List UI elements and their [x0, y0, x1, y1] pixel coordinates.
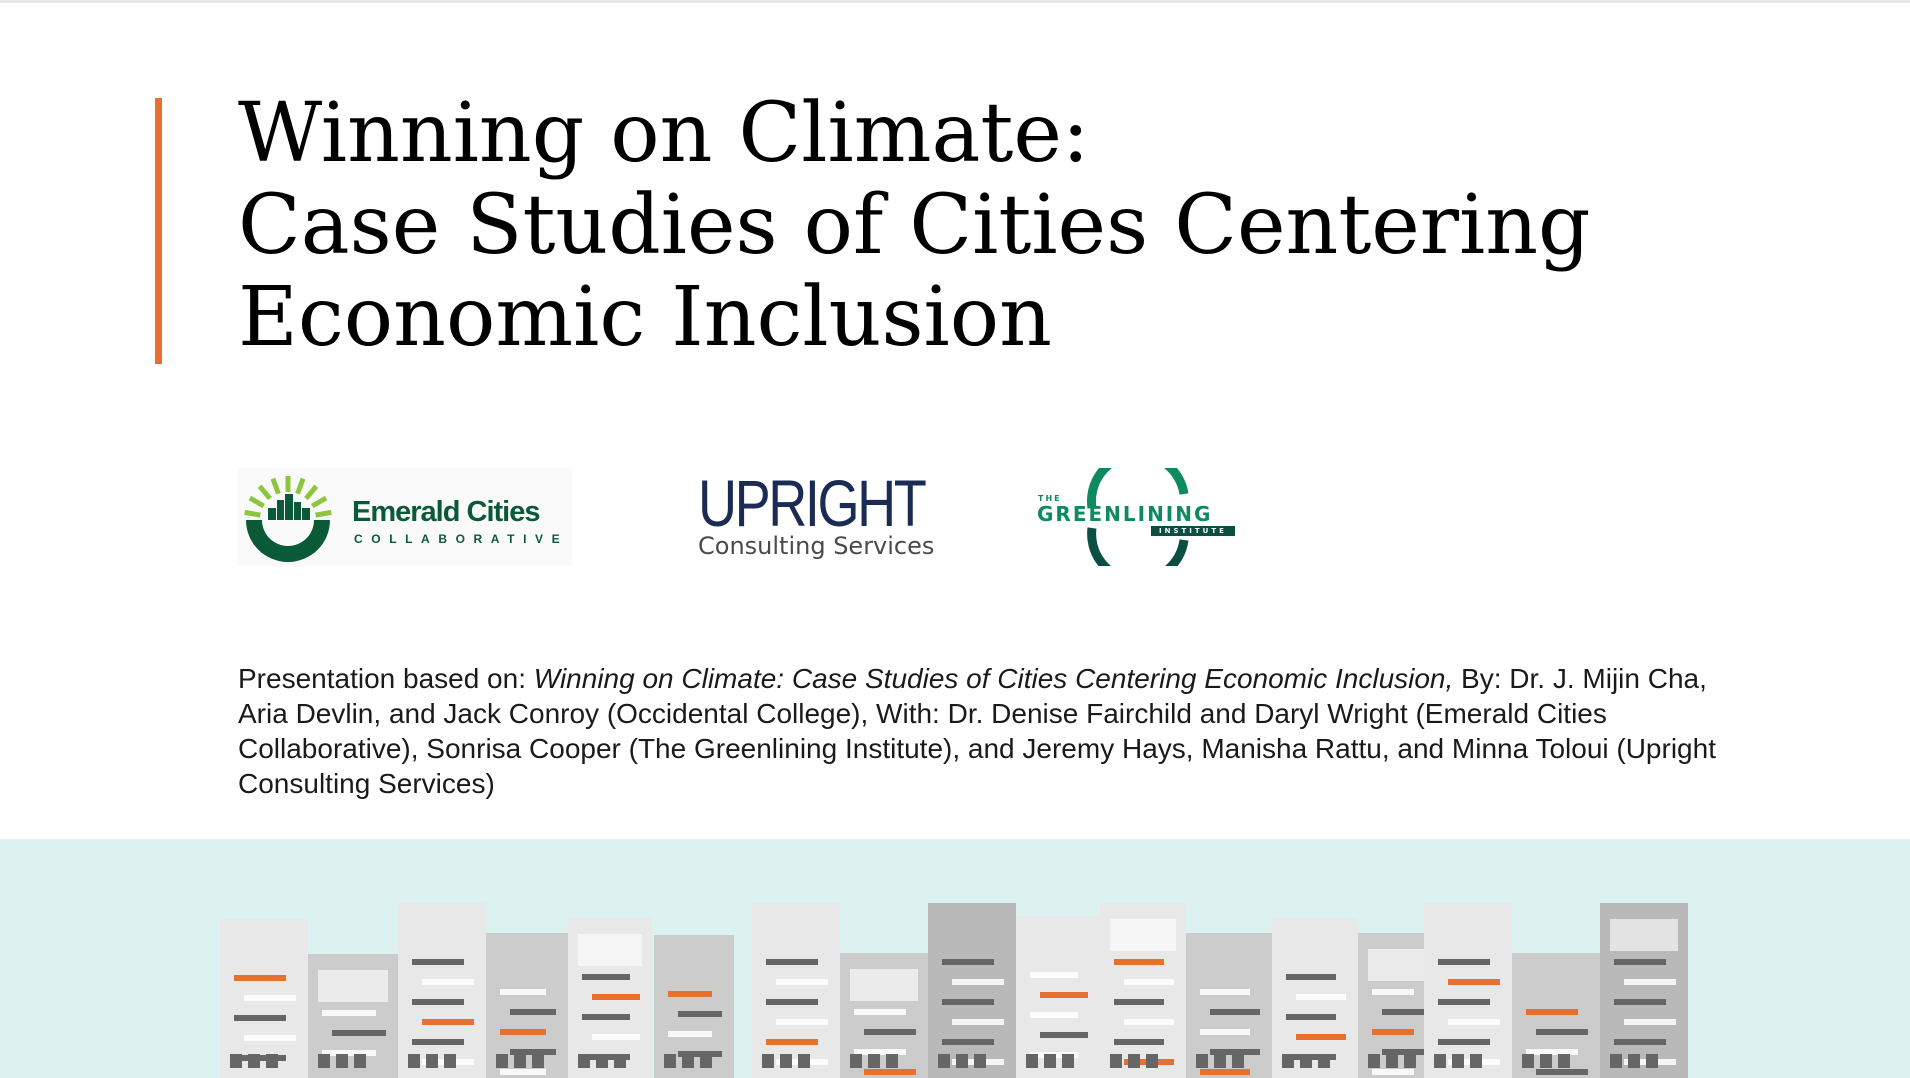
ecc-sub: COLLABORATIVE: [354, 532, 569, 546]
building-window: [230, 1054, 242, 1068]
building-window: [668, 991, 712, 997]
sun-ray: [306, 486, 316, 498]
building-window: [510, 1009, 556, 1015]
building-panel: [578, 934, 642, 966]
skyline-building: [654, 935, 734, 1078]
title-line-2: Case Studies of Cities Centering: [238, 178, 1591, 273]
emerald-cities-logo: [238, 468, 572, 566]
illustration-band: [0, 839, 1910, 1078]
building-window: [952, 1019, 1004, 1025]
building-window: [1540, 1054, 1552, 1068]
building-panel: [1110, 919, 1176, 951]
building-window: [1296, 994, 1346, 1000]
skyline-building: [840, 953, 928, 1078]
sun-ray: [298, 479, 303, 494]
building-window: [1624, 1019, 1676, 1025]
building-window: [766, 1039, 818, 1045]
building-window: [444, 1054, 456, 1068]
sun-ray: [260, 486, 270, 498]
building-window: [244, 1035, 296, 1041]
skyline-building: [398, 903, 486, 1078]
building-window: [596, 1054, 608, 1068]
building-window: [412, 959, 464, 965]
building-window: [426, 1054, 438, 1068]
building-window: [1536, 1029, 1588, 1035]
sun-ray: [312, 498, 326, 506]
building-window: [942, 959, 994, 965]
building-window: [1200, 1069, 1250, 1075]
building-body: [398, 903, 486, 1078]
city-building: [277, 500, 284, 520]
building-window: [234, 1015, 286, 1021]
building-window: [668, 1031, 712, 1037]
building-window: [1232, 1054, 1244, 1068]
building-window: [938, 1054, 950, 1068]
building-window: [582, 974, 630, 980]
building-window: [1452, 1054, 1464, 1068]
building-window: [1200, 1029, 1250, 1035]
skyline-building: [486, 933, 568, 1078]
building-window: [1026, 1054, 1038, 1068]
building-window: [244, 995, 296, 1001]
building-window: [1628, 1054, 1640, 1068]
skyline-building: [1100, 903, 1186, 1078]
building-window: [1536, 1069, 1588, 1075]
building-window: [1614, 959, 1666, 965]
building-window: [766, 999, 818, 1005]
building-panel: [850, 969, 918, 1001]
building-window: [412, 1039, 464, 1045]
building-window: [1438, 959, 1490, 965]
ecc-name: Emerald Cities: [352, 496, 540, 528]
citation-prefix: Presentation based on:: [238, 663, 534, 694]
building-window: [1062, 1054, 1074, 1068]
skyline-building: [1016, 916, 1100, 1078]
building-window: [854, 1009, 906, 1015]
upright-name: UPRIGHT: [698, 466, 925, 540]
building-window: [592, 1034, 640, 1040]
skyline-building: [928, 903, 1016, 1078]
city-building: [302, 508, 310, 520]
upright-sub: Consulting Services: [698, 532, 935, 560]
building-window: [942, 999, 994, 1005]
building-window: [1040, 1032, 1088, 1038]
building-window: [1210, 1009, 1260, 1015]
citation-text: [238, 661, 1738, 801]
building-window: [1040, 992, 1088, 998]
building-window: [1438, 1039, 1490, 1045]
building-window: [266, 1054, 278, 1068]
building-window: [780, 1054, 792, 1068]
building-body: [928, 903, 1016, 1078]
building-window: [942, 1039, 994, 1045]
building-window: [1114, 1039, 1164, 1045]
building-window: [1434, 1054, 1446, 1068]
skyline-building: [308, 954, 398, 1078]
upright-logo: [695, 466, 935, 566]
building-window: [1372, 1069, 1414, 1075]
greenlining-name: GREENLINING: [1037, 502, 1213, 526]
skyline-building: [568, 918, 652, 1078]
title-accent-bar: [155, 98, 162, 364]
building-window: [1282, 1054, 1294, 1068]
building-window: [1526, 1009, 1578, 1015]
sun-ray: [273, 479, 278, 494]
building-window: [1128, 1054, 1140, 1068]
greenlining-logo: [1035, 468, 1245, 566]
sun-city-icon: [238, 468, 338, 566]
skyline-building: [1186, 933, 1272, 1078]
page-title: [238, 88, 1591, 364]
building-window: [1044, 1054, 1056, 1068]
building-panel: [1610, 919, 1678, 951]
building-panel: [318, 970, 388, 1002]
building-window: [1318, 1054, 1330, 1068]
building-window: [1124, 979, 1174, 985]
building-window: [1300, 1054, 1312, 1068]
title-line-3: Economic Inclusion: [238, 270, 1052, 365]
building-window: [776, 979, 828, 985]
building-window: [322, 1050, 376, 1056]
top-edge: [0, 0, 1910, 3]
building-window: [1448, 979, 1500, 985]
title-line-1: Winning on Climate:: [238, 86, 1090, 181]
building-window: [952, 979, 1004, 985]
building-window: [1286, 974, 1336, 980]
building-window: [1522, 1054, 1534, 1068]
sun-ray: [316, 512, 332, 515]
skyline-building: [1272, 918, 1358, 1078]
citation-work-title: Winning on Climate: Case Studies of Cities Centering Economic Inclusion,: [533, 663, 1454, 694]
building-window: [1114, 959, 1164, 965]
city-skyline-illustration: [0, 839, 1910, 1078]
greenlining-the: THE: [1038, 494, 1062, 503]
building-window: [422, 979, 474, 985]
building-window: [500, 1029, 546, 1035]
building-window: [1372, 1029, 1414, 1035]
building-window: [500, 989, 546, 995]
building-window: [1614, 1039, 1666, 1045]
skyline-building: [220, 919, 308, 1078]
building-window: [1646, 1054, 1658, 1068]
building-window: [408, 1054, 420, 1068]
building-window: [234, 975, 286, 981]
building-window: [1404, 1054, 1416, 1068]
building-window: [682, 1054, 694, 1068]
building-window: [318, 1054, 330, 1068]
building-window: [322, 1010, 376, 1016]
building-window: [1624, 979, 1676, 985]
building-window: [678, 1011, 722, 1017]
building-window: [1448, 1019, 1500, 1025]
building-window: [1110, 1054, 1122, 1068]
building-window: [956, 1054, 968, 1068]
building-window: [1614, 999, 1666, 1005]
building-window: [532, 1054, 544, 1068]
building-window: [1214, 1054, 1226, 1068]
building-window: [700, 1054, 712, 1068]
building-window: [248, 1054, 260, 1068]
building-window: [1438, 999, 1490, 1005]
building-window: [1030, 1012, 1078, 1018]
city-building: [294, 502, 301, 520]
building-window: [864, 1069, 916, 1075]
sun-ray: [245, 512, 261, 515]
building-window: [412, 999, 464, 1005]
building-window: [1386, 1054, 1398, 1068]
building-window: [850, 1054, 862, 1068]
sun-ray: [250, 498, 264, 506]
building-window: [664, 1054, 676, 1068]
building-window: [1296, 1034, 1346, 1040]
greenlining-institute: INSTITUTE: [1151, 526, 1235, 536]
building-window: [1382, 1009, 1424, 1015]
building-window: [1030, 972, 1078, 978]
building-window: [578, 1054, 590, 1068]
skyline-building: [1512, 953, 1600, 1078]
building-window: [1470, 1054, 1482, 1068]
building-window: [592, 994, 640, 1000]
building-body: [1424, 903, 1512, 1078]
building-window: [1114, 999, 1164, 1005]
skyline-building: [752, 903, 840, 1078]
building-window: [776, 1019, 828, 1025]
city-building: [285, 494, 293, 520]
city-building: [268, 508, 276, 520]
building-window: [766, 959, 818, 965]
building-panel: [1368, 949, 1426, 981]
building-window: [762, 1054, 774, 1068]
building-window: [614, 1054, 626, 1068]
building-window: [336, 1054, 348, 1068]
building-window: [1372, 989, 1414, 995]
skyline-building: [1424, 903, 1512, 1078]
building-window: [798, 1054, 810, 1068]
citation-authors: By: Dr. J. Mijin Cha, Aria Devlin, and Jack Conroy (Occidental College), With: Dr. Denise Fairchild and Daryl Wright (Emerald Cities Collaborative), Sonrisa Cooper (The Greenlining Institute), and Jeremy Hays, Manisha Rattu, and Minna Toloui (Upright Consulting Services): [238, 663, 1716, 799]
building-window: [864, 1029, 916, 1035]
building-window: [422, 1019, 474, 1025]
building-window: [1146, 1054, 1158, 1068]
building-window: [514, 1054, 526, 1068]
building-window: [354, 1054, 366, 1068]
building-window: [1610, 1054, 1622, 1068]
building-window: [496, 1054, 508, 1068]
building-window: [582, 1014, 630, 1020]
building-window: [1286, 1014, 1336, 1020]
building-window: [1368, 1054, 1380, 1068]
skyline-building: [1600, 903, 1688, 1078]
building-window: [1124, 1019, 1174, 1025]
building-window: [332, 1030, 386, 1036]
building-window: [974, 1054, 986, 1068]
building-window: [500, 1069, 546, 1075]
building-body: [752, 903, 840, 1078]
building-window: [1200, 989, 1250, 995]
building-window: [1558, 1054, 1570, 1068]
building-window: [1196, 1054, 1208, 1068]
building-window: [886, 1054, 898, 1068]
building-window: [868, 1054, 880, 1068]
